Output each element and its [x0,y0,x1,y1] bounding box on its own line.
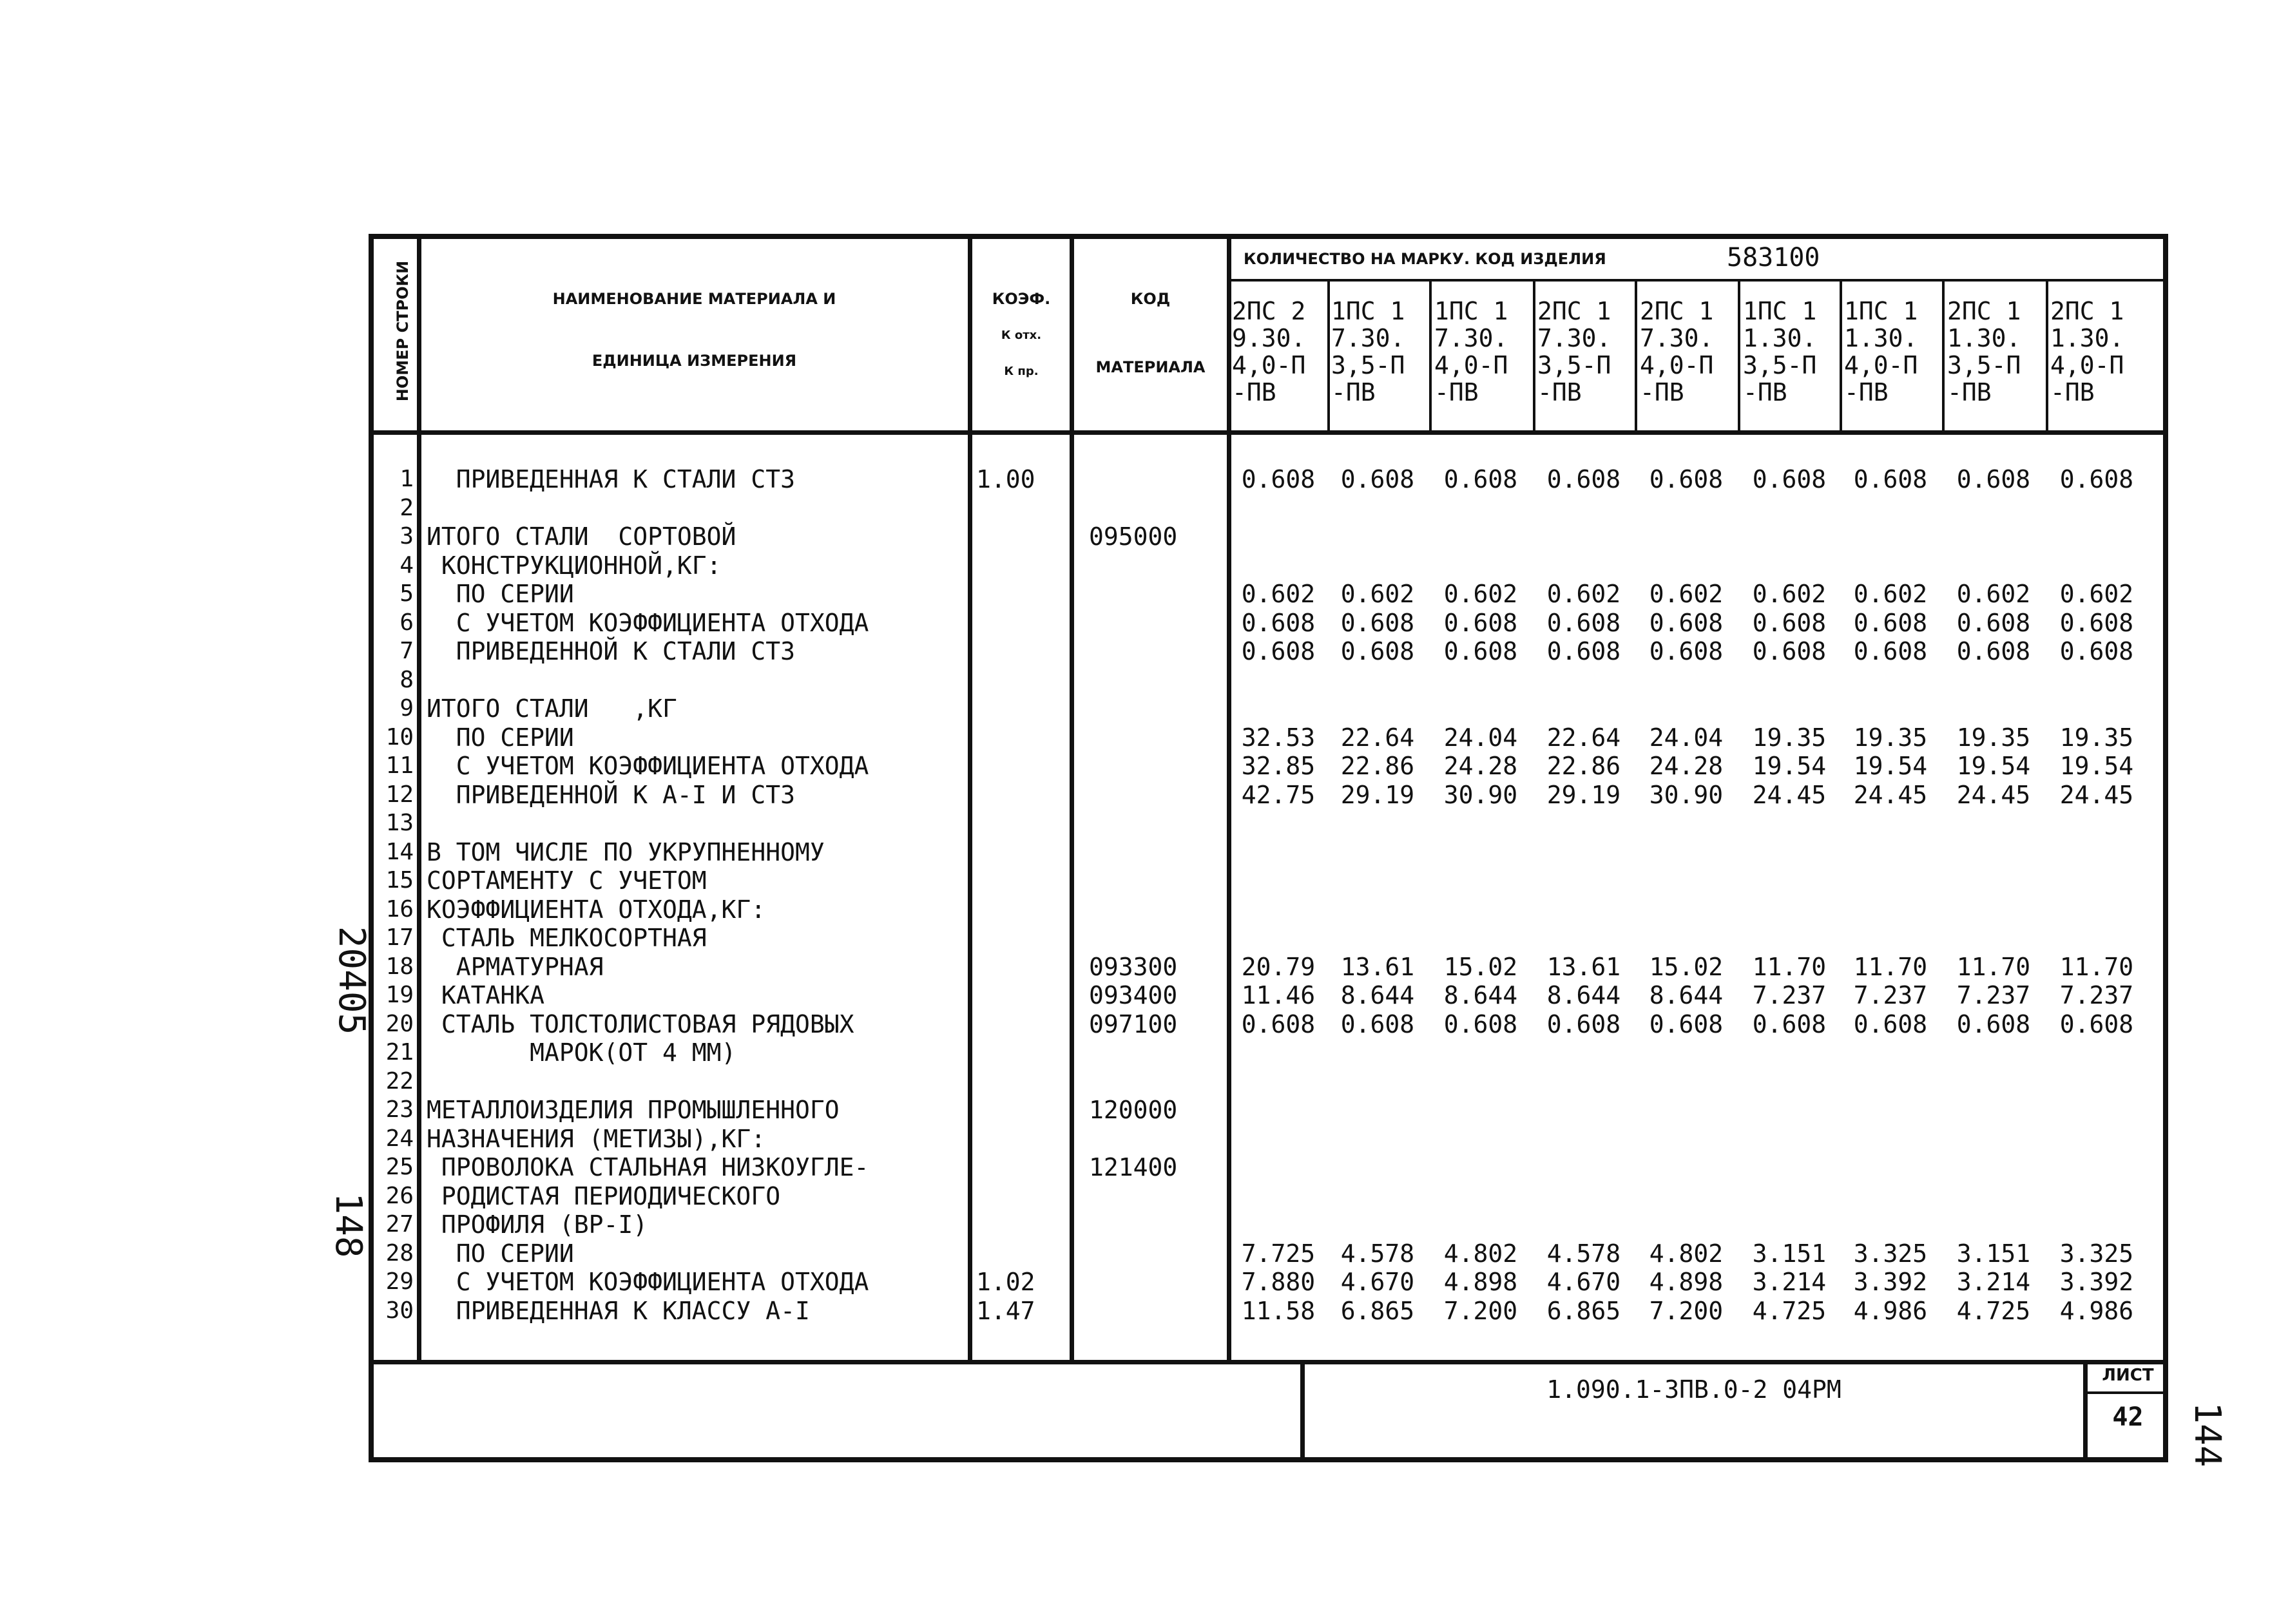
quantity-value: 24.45 [1956,780,2031,809]
quantity-value: 3.325 [1853,1239,1928,1268]
quantity-value: 29.19 [1340,780,1415,809]
quantity-value: 0.608 [1241,465,1316,493]
column-header-line: -ПВ [1537,378,1582,406]
quantity-value: 3.151 [1956,1239,2031,1268]
quantity-value: 0.608 [1546,637,1621,665]
quantity-value: 7.237 [1853,981,1928,1009]
col-line-coef [1070,234,1074,1364]
material-code: 093300 [1089,952,1178,981]
row-number: 19 [385,982,414,1008]
quantity-value: 24.28 [1649,752,1724,780]
row-number: 27 [385,1211,414,1237]
quantity-value: 0.608 [1956,608,2031,637]
quantity-value: 0.608 [1546,1009,1621,1038]
column-header-line: -ПВ [1640,378,1684,406]
row-number: 6 [399,609,414,636]
material-name: СОРТАМЕНТУ С УЧЕТОМ [427,866,707,895]
sheet-label: ЛИСТ [2102,1366,2154,1385]
quantity-value: 19.54 [2059,752,2134,780]
material-name: НАЗНАЧЕНИЯ (МЕТИЗЫ),КГ: [427,1124,766,1153]
quantity-value: 8.644 [1443,981,1518,1009]
row-number: 23 [385,1096,414,1123]
quantity-value: 24.45 [2059,780,2134,809]
material-name: ПРИВЕДЕННАЯ К СТАЛИ СТЗ [427,465,795,493]
quantity-value: 24.45 [1853,780,1928,809]
column-header-line: 2ПС 1 [1640,297,1714,325]
quantity-value: 0.608 [1546,608,1621,637]
column-header-line: 3,5-П [1537,351,1611,379]
material-name: ПО СЕРИИ [427,1239,574,1268]
quantity-value: 0.608 [2059,1009,2134,1038]
quantity-value: 0.602 [1853,580,1928,608]
quantity-value: 19.54 [1853,752,1928,780]
quantity-value: 24.28 [1443,752,1518,780]
row-number: 10 [385,723,414,750]
material-code: 097100 [1089,1009,1178,1038]
name-label-1: НАИМЕНОВАНИЕ МАТЕРИАЛА И [552,290,836,308]
product-code: 583100 [1727,243,1820,272]
column-header-line: 1ПС 1 [1434,297,1508,325]
row-number: 13 [385,810,414,836]
row-number: 22 [385,1067,414,1094]
quantity-value: 3.151 [1752,1239,1827,1268]
material-name: С УЧЕТОМ КОЭФФИЦИЕНТА ОТХОДА [427,608,869,637]
column-header-line: 1.30. [2050,324,2124,352]
val-col-sep [1840,279,1842,432]
quantity-value: 8.644 [1340,981,1415,1009]
quantity-value: 0.608 [1241,608,1316,637]
quantity-value: 32.85 [1241,752,1316,780]
quantity-value: 11.70 [2059,952,2134,981]
coefficient: 1.47 [976,1296,1035,1325]
material-name: РОДИСТАЯ ПЕРИОДИЧЕСКОГО [427,1181,781,1210]
row-number: 7 [399,638,414,664]
row-number: 2 [399,494,414,521]
row-number: 8 [399,666,414,693]
quantity-value: 0.602 [1443,580,1518,608]
footer-sep-line [1300,1360,1305,1462]
quantity-value: 4.670 [1546,1268,1621,1296]
column-header-line: 7.30. [1537,324,1611,352]
column-header-line: 2ПС 1 [2050,297,2124,325]
material-name: С УЧЕТОМ КОЭФФИЦИЕНТА ОТХОДА [427,752,869,780]
name-label-2: ЕДИНИЦА ИЗМЕРЕНИЯ [591,352,797,370]
column-header-line: -ПВ [1434,378,1479,406]
quantity-value: 11.46 [1241,981,1316,1009]
quantity-value: 0.608 [1443,465,1518,493]
qty-label-line [1227,279,2168,282]
quantity-value: 8.644 [1649,981,1724,1009]
quantity-value: 7.880 [1241,1268,1316,1296]
quantity-value: 0.608 [1649,608,1724,637]
row-number: 4 [399,551,414,578]
row-number: 20 [385,1010,414,1037]
quantity-value: 4.670 [1340,1268,1415,1296]
quantity-value: 19.35 [1853,723,1928,752]
row-number: 1 [399,466,414,492]
quantity-value: 22.86 [1340,752,1415,780]
row-number: 11 [385,752,414,779]
column-header-line: 7.30. [1331,324,1405,352]
quantity-value: 0.608 [1752,637,1827,665]
row-number-label: НОМЕР СТРОКИ [394,260,412,402]
quantity-value: 0.608 [1241,637,1316,665]
column-header-line: 4,0-П [1434,351,1508,379]
quantity-value: 4.578 [1340,1239,1415,1268]
quantity-value: 0.608 [1649,1009,1724,1038]
quantity-value: 0.608 [1752,1009,1827,1038]
quantity-value: 0.608 [1443,608,1518,637]
footer-top-line [369,1360,2168,1364]
margin-number-1: 20405 [331,926,372,1035]
val-col-sep [1429,279,1432,432]
margin-number-3: 144 [2186,1402,2228,1467]
footer-sheet-line [2083,1391,2168,1394]
quantity-value: 24.04 [1649,723,1724,752]
row-number: 16 [385,895,414,922]
quantity-value: 0.608 [1752,465,1827,493]
material-name: МЕТАЛЛОИЗДЕЛИЯ ПРОМЫШЛЕННОГО [427,1096,840,1124]
quantity-value: 0.602 [1649,580,1724,608]
quantity-value: 0.602 [1956,580,2031,608]
quantity-value: 7.200 [1649,1296,1724,1325]
quantity-value: 0.608 [1649,637,1724,665]
column-header-line: 3,5-П [1947,351,2021,379]
quantity-value: 4.986 [2059,1296,2134,1325]
quantity-value: 7.200 [1443,1296,1518,1325]
quantity-value: 29.19 [1546,780,1621,809]
quantity-value: 13.61 [1340,952,1415,981]
quantity-value: 22.64 [1340,723,1415,752]
quantity-value: 19.35 [1956,723,2031,752]
quantity-value: 0.608 [1546,465,1621,493]
quantity-value: 0.608 [1853,637,1928,665]
quantity-value: 11.70 [1752,952,1827,981]
quantity-value: 13.61 [1546,952,1621,981]
col-line-name [968,234,972,1364]
quantity-value: 15.02 [1443,952,1518,981]
material-name: С УЧЕТОМ КОЭФФИЦИЕНТА ОТХОДА [427,1268,869,1296]
quantity-value: 4.725 [1956,1296,2031,1325]
quantity-value: 20.79 [1241,952,1316,981]
footer-sheet-sep [2083,1360,2088,1462]
quantity-value: 0.602 [2059,580,2134,608]
quantity-value: 0.608 [1956,637,2031,665]
quantity-value: 7.237 [1956,981,2031,1009]
code-label-2: МАТЕРИАЛА [1095,358,1206,376]
column-header-line: 2ПС 2 [1232,297,1306,325]
column-header-line: 2ПС 1 [1947,297,2021,325]
column-header-line: 7.30. [1434,324,1508,352]
column-header-line: -ПВ [1844,378,1889,406]
row-number: 29 [385,1268,414,1295]
quantity-value: 4.898 [1649,1268,1724,1296]
val-col-sep [1327,279,1330,432]
val-col-sep [1942,279,1945,432]
quantity-value: 0.608 [1649,465,1724,493]
row-number: 18 [385,953,414,980]
quantity-value: 0.608 [1443,637,1518,665]
column-header-line: -ПВ [1947,378,1992,406]
quantity-value: 0.608 [1340,465,1415,493]
quantity-value: 0.608 [2059,465,2134,493]
quantity-value: 22.86 [1546,752,1621,780]
column-header-line: 1ПС 1 [1331,297,1405,325]
quantity-value: 4.898 [1443,1268,1518,1296]
quantity-value: 4.578 [1546,1239,1621,1268]
material-code: 121400 [1089,1153,1178,1181]
header-bottom-line [369,430,2168,435]
material-name: КОЭФФИЦИЕНТА ОТХОДА,КГ: [427,895,766,924]
quantity-value: 0.608 [1340,1009,1415,1038]
material-name: СТАЛЬ ТОЛСТОЛИСТОВАЯ РЯДОВЫХ [427,1009,854,1038]
row-number: 15 [385,867,414,893]
quantity-value: 0.608 [1956,1009,2031,1038]
column-header-line: -ПВ [2050,378,2095,406]
quantity-value: 3.214 [1752,1268,1827,1296]
material-name: ИТОГО СТАЛИ ,КГ [427,694,677,723]
quantity-value: 19.54 [1752,752,1827,780]
row-number: 17 [385,924,414,951]
column-header-line: 2ПС 1 [1537,297,1611,325]
val-col-sep [1738,279,1740,432]
material-name: ПО СЕРИИ [427,580,574,608]
quantity-value: 3.392 [2059,1268,2134,1296]
quantity-value: 0.608 [1853,1009,1928,1038]
material-name: МАРОК(ОТ 4 ММ) [427,1038,736,1067]
quantity-value: 7.725 [1241,1239,1316,1268]
material-name: ПРИВЕДЕННОЙ К СТАЛИ СТЗ [427,637,795,665]
column-header-line: 1.30. [1743,324,1817,352]
material-name: ПРИВЕДЕННАЯ К КЛАССУ А-I [427,1296,810,1325]
qty-label: КОЛИЧЕСТВО НА МАРКУ. КОД ИЗДЕЛИЯ [1244,250,1606,268]
quantity-value: 11.58 [1241,1296,1316,1325]
coef-label-1: КОЭФ. [992,290,1051,308]
material-code: 120000 [1089,1096,1178,1124]
quantity-value: 6.865 [1546,1296,1621,1325]
quantity-value: 0.602 [1546,580,1621,608]
quantity-value: 3.214 [1956,1268,2031,1296]
quantity-value: 4.802 [1649,1239,1724,1268]
material-name: ИТОГО СТАЛИ СОРТОВОЙ [427,522,736,551]
quantity-value: 11.70 [1956,952,2031,981]
row-number: 30 [385,1297,414,1324]
material-name: СТАЛЬ МЕЛКОСОРТНАЯ [427,924,707,952]
row-number: 12 [385,781,414,808]
quantity-value: 30.90 [1443,780,1518,809]
quantity-value: 19.54 [1956,752,2031,780]
quantity-value: 30.90 [1649,780,1724,809]
quantity-value: 0.608 [1340,637,1415,665]
material-name: ПО СЕРИИ [427,723,574,752]
quantity-value: 4.802 [1443,1239,1518,1268]
column-header-line: 4,0-П [1844,351,1918,379]
material-code: 093400 [1089,981,1178,1009]
material-name: ПРИВЕДЕННОЙ К А-I И СТЗ [427,780,795,809]
val-col-sep [2046,279,2048,432]
quantity-value: 15.02 [1649,952,1724,981]
column-header-line: 1ПС 1 [1844,297,1918,325]
column-header-line: 4,0-П [2050,351,2124,379]
row-number: 5 [399,580,414,607]
column-header-line: 7.30. [1640,324,1714,352]
material-name: ПРОВОЛОКА СТАЛЬНАЯ НИЗКОУГЛЕ- [427,1153,869,1181]
margin-number-2: 148 [327,1192,369,1258]
material-name: КАТАНКА [427,981,545,1009]
quantity-value: 0.602 [1340,580,1415,608]
quantity-value: 4.725 [1752,1296,1827,1325]
row-number: 21 [385,1039,414,1065]
column-header-line: -ПВ [1743,378,1787,406]
column-header-line: 3,5-П [1743,351,1817,379]
column-header-line: 4,0-П [1640,351,1714,379]
quantity-value: 7.237 [1752,981,1827,1009]
sheet-number: 42 [2112,1402,2144,1432]
col-line-rownum [417,234,421,1364]
row-number: 24 [385,1125,414,1152]
column-header-line: 9.30. [1232,324,1306,352]
quantity-value: 0.608 [1241,1009,1316,1038]
quantity-value: 42.75 [1241,780,1316,809]
column-header-line: 3,5-П [1331,351,1405,379]
coefficient: 1.00 [976,465,1035,493]
row-number: 28 [385,1239,414,1266]
material-code: 095000 [1089,522,1178,551]
row-number: 25 [385,1154,414,1180]
material-name: В ТОМ ЧИСЛЕ ПО УКРУПНЕННОМУ [427,837,825,866]
quantity-value: 0.608 [2059,608,2134,637]
quantity-value: 0.608 [1340,608,1415,637]
row-number: 26 [385,1182,414,1209]
quantity-value: 0.608 [2059,637,2134,665]
quantity-value: 24.04 [1443,723,1518,752]
quantity-value: 6.865 [1340,1296,1415,1325]
quantity-value: 0.608 [1853,465,1928,493]
coef-label-2: К отх. [1001,329,1042,342]
quantity-value: 22.64 [1546,723,1621,752]
quantity-value: 0.602 [1752,580,1827,608]
val-col-sep [1635,279,1637,432]
quantity-value: 0.608 [1443,1009,1518,1038]
row-number: 14 [385,838,414,865]
coefficient: 1.02 [976,1268,1035,1296]
row-number: 3 [399,523,414,549]
doc-code: 1.090.1-3ПВ.0-2 04РМ [1546,1375,1841,1404]
quantity-value: 4.986 [1853,1296,1928,1325]
quantity-value: 0.602 [1241,580,1316,608]
quantity-value: 11.70 [1853,952,1928,981]
column-header-line: -ПВ [1331,378,1376,406]
column-header-line: 4,0-П [1232,351,1306,379]
quantity-value: 8.644 [1546,981,1621,1009]
quantity-value: 0.608 [1752,608,1827,637]
material-name: КОНСТРУКЦИОННОЙ,КГ: [427,551,722,580]
column-header-line: -ПВ [1232,378,1276,406]
coef-label-3: К пр. [1004,365,1039,378]
column-header-line: 1ПС 1 [1743,297,1817,325]
quantity-value: 19.35 [2059,723,2134,752]
row-number: 9 [399,695,414,721]
column-header-line: 1.30. [1844,324,1918,352]
quantity-value: 7.237 [2059,981,2134,1009]
material-name: АРМАТУРНАЯ [427,952,604,981]
quantity-value: 32.53 [1241,723,1316,752]
quantity-value: 0.608 [1853,608,1928,637]
material-name: ПРОФИЛЯ (ВР-I) [427,1210,648,1239]
column-header-line: 1.30. [1947,324,2021,352]
val-col-sep [1533,279,1535,432]
quantity-value: 24.45 [1752,780,1827,809]
quantity-value: 0.608 [1956,465,2031,493]
quantity-value: 19.35 [1752,723,1827,752]
code-label-1: КОД [1130,290,1171,308]
quantity-value: 3.325 [2059,1239,2134,1268]
quantity-value: 3.392 [1853,1268,1928,1296]
